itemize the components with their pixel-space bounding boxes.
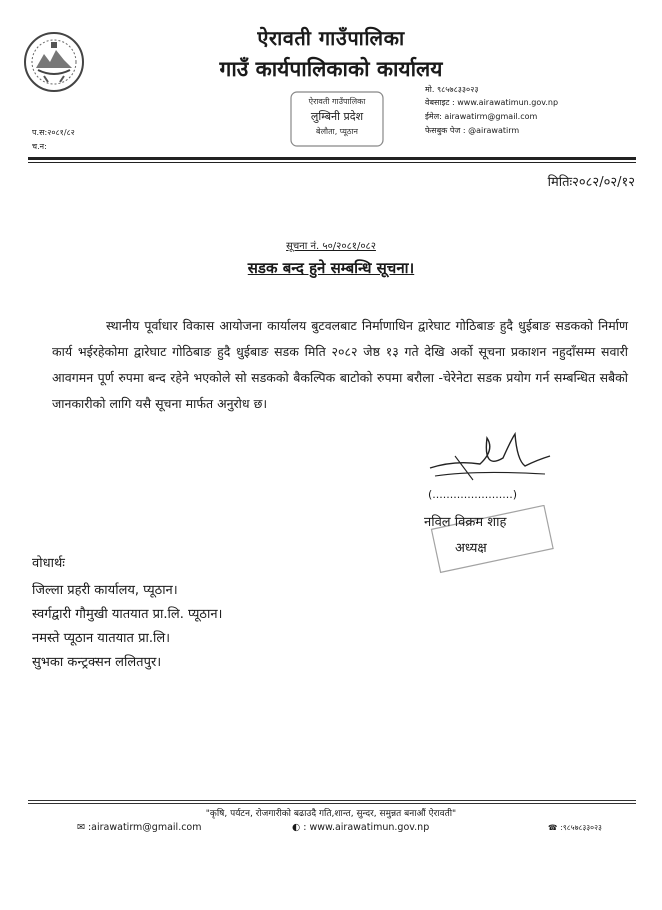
cc-heading: वोधार्थः	[32, 556, 65, 571]
letter-date: मितिः२०८२/०२/१२	[547, 175, 635, 190]
envelope-icon: ✉	[77, 822, 85, 833]
svg-text:ऐरावती गाउँपालिका: ऐरावती गाउँपालिका	[308, 97, 366, 106]
signatory-post: अध्यक्ष	[455, 541, 487, 556]
footer-slogan: "कृषि, पर्यटन, रोजगारीको बढाउदै गति,शान्त, सुन्दर, समुन्नत बनाऔं ऐरावती"	[205, 809, 457, 819]
office-title-line2: गाउँ कार्यपालिकाको कार्यालय	[219, 57, 443, 81]
header-divider-thin	[28, 162, 636, 163]
footer-email-text: :airawatirm@gmail.com	[87, 822, 202, 833]
footer-website	[292, 822, 429, 833]
cc-item: जिल्ला प्रहरी कार्यालय, प्यूठान।	[32, 583, 178, 598]
globe-icon: ◐	[292, 822, 301, 833]
notice-number: सूचना नं. ५०/२०८१/०८२	[286, 241, 376, 252]
cc-item: स्वर्गद्वारी गौमुखी यातयात प्रा.लि. प्यूठान।	[32, 607, 223, 622]
office-phone: मो. ९८५७८३३०२३	[425, 85, 479, 94]
svg-text:बेलौता, प्यूठान: बेलौता, प्यूठान	[316, 127, 358, 136]
office-title-line1: ऐरावती गाउँपालिका	[257, 26, 405, 50]
reference-number: प.स:२०८१/८२	[32, 128, 75, 137]
office-facebook: फेसबुक पेज : @airawatirm	[425, 126, 520, 135]
footer-divider-bottom	[28, 803, 636, 804]
svg-text:लुम्बिनी प्रदेश: लुम्बिनी प्रदेश	[310, 110, 364, 123]
notice-body: स्थानीय पूर्वाधार विकास आयोजना कार्यालय बुटवलबाट निर्माणाधिन द्वारेघाट गोठिबाङ हुदै धुईबाङ सडकको निर्माण कार्य भईरहेकोमा द्वारेघाट गोठिबाङ हुदै धुईबाङ सडक मिति २०८२ जेष्ठ १३ गते देखि अर्को सूचना प्रकाशन नहुदाँसम्म सवारी आवगमन पूर्ण रुपमा बन्द रहेने भएकोले सो सडकको बैकल्पिक बाटोको रुपमा बरौला -चेरेनेटा सडक प्रयोग गर्न सम्बन्धित सबैको जानकारीको लागि यसै सूचना मार्फत अनुरोध छ।	[52, 318, 628, 411]
footer-website-text: : www.airawatimun.gov.np	[303, 822, 430, 833]
footer-email	[77, 822, 202, 833]
office-website: वेबसाइट : www.airawatimun.gov.np	[425, 98, 559, 107]
office-stamp	[277, 90, 397, 150]
cc-item: नमस्ते प्यूठान यातयात प्रा.लि।	[32, 631, 171, 646]
footer-divider-top	[28, 800, 636, 801]
header-divider-thick	[28, 157, 636, 160]
dispatch-number: च.न:	[32, 142, 47, 151]
footer-phone	[548, 823, 602, 833]
handwritten-signature	[425, 430, 555, 490]
notice-subject: सडक बन्द हुने सम्बन्धि सूचना।	[247, 259, 415, 277]
signatory-name: नविल विक्रम शाह	[424, 515, 507, 530]
cc-item: सुभका कन्ट्रक्सन ललितपुर।	[32, 655, 162, 670]
phone-icon: ☎	[548, 823, 558, 832]
office-email: ईमेल: airawatirm@gmail.com	[425, 112, 538, 121]
footer-phone-text: :९८५७८३३०२३	[560, 823, 602, 832]
signature-line: (.......................)	[428, 488, 518, 501]
